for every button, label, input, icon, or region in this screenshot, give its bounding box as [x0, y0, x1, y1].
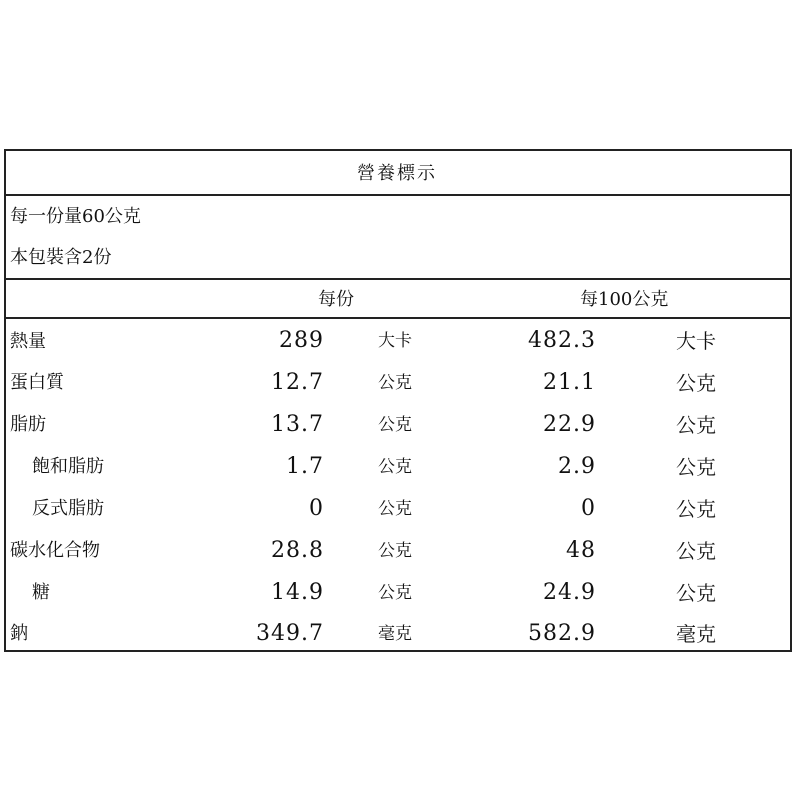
per-serving-unit: 公克: [378, 583, 412, 603]
divider-title: [6, 194, 790, 196]
per-serving-unit: 公克: [378, 541, 412, 561]
per-100g-unit: 毫克: [676, 622, 716, 646]
nutrition-label: [4, 149, 792, 652]
per-serving-value: 0: [309, 496, 324, 521]
per-serving-unit: 大卡: [378, 331, 412, 351]
divider-header: [6, 317, 790, 319]
per-serving-value: 14.9: [271, 580, 324, 605]
per-100g-value: 24.9: [543, 580, 596, 605]
nutrient-name: 蛋白質: [10, 372, 64, 393]
divider-info: [6, 278, 790, 280]
nutrient-name: 糖: [32, 582, 50, 603]
per-100g-unit: 公克: [676, 413, 716, 437]
per-100g-value: 0: [581, 496, 596, 521]
header-per-100g: 每100公克: [580, 289, 669, 310]
per-serving-unit: 公克: [378, 373, 412, 393]
per-100g-unit: 公克: [676, 455, 716, 479]
servings-per-package: 本包裝含2份: [10, 247, 112, 268]
per-serving-value: 349.7: [256, 621, 324, 646]
nutrient-name: 飽和脂肪: [32, 456, 104, 477]
nutrient-name: 反式脂肪: [32, 498, 104, 519]
per-serving-value: 28.8: [271, 538, 324, 563]
per-100g-value: 21.1: [543, 370, 596, 395]
nutrient-name: 鈉: [10, 623, 28, 644]
label-title: 營養標示: [357, 163, 437, 184]
per-100g-unit: 大卡: [676, 329, 716, 353]
per-serving-unit: 毫克: [378, 624, 412, 644]
per-serving-unit: 公克: [378, 457, 412, 477]
per-serving-value: 13.7: [271, 412, 324, 437]
per-serving-value: 12.7: [271, 370, 324, 395]
per-100g-value: 482.3: [528, 328, 596, 353]
per-100g-value: 582.9: [528, 621, 596, 646]
nutrient-name: 脂肪: [10, 414, 46, 435]
serving-size: 每一份量60公克: [10, 206, 141, 227]
per-serving-value: 1.7: [286, 454, 324, 479]
per-100g-unit: 公克: [676, 581, 716, 605]
per-serving-unit: 公克: [378, 499, 412, 519]
per-100g-unit: 公克: [676, 539, 716, 563]
per-100g-value: 2.9: [558, 454, 596, 479]
header-per-serving: 每份: [318, 289, 354, 310]
per-100g-unit: 公克: [676, 371, 716, 395]
nutrient-name: 碳水化合物: [10, 540, 100, 561]
per-serving-value: 289: [279, 328, 324, 353]
per-100g-unit: 公克: [676, 497, 716, 521]
per-100g-value: 22.9: [543, 412, 596, 437]
nutrient-name: 熱量: [10, 331, 46, 352]
per-serving-unit: 公克: [378, 415, 412, 435]
per-100g-value: 48: [566, 538, 596, 563]
